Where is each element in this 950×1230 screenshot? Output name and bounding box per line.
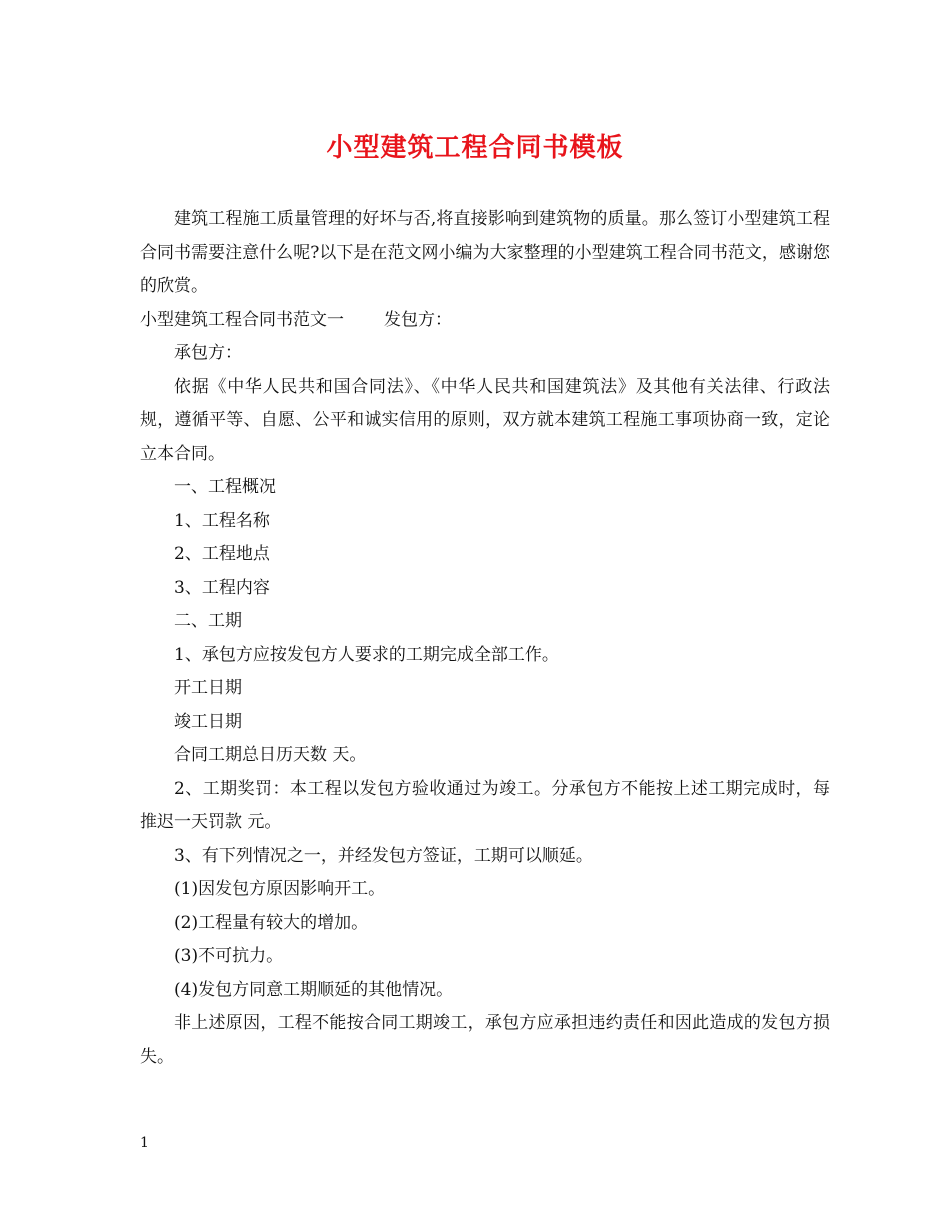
start-date-label: 开工日期 <box>174 678 242 698</box>
section-heading-schedule: 二、工期 <box>174 611 242 631</box>
condition-2: (2)工程量有较大的增加。 <box>174 912 369 933</box>
document-body <box>140 203 830 1074</box>
sample-heading: 小型建筑工程合同书范文一 <box>140 309 344 330</box>
intro-paragraph: 建筑工程施工质量管理的好坏与否,将直接影响到建筑物的质量。那么签订小型建筑工程合同书需要注意什么呢?以下是在范文网小编为大家整理的小型建筑工程合同书范文，感谢您的欣赏。 <box>140 209 830 296</box>
condition-4: (4)发包方同意工期顺延的其他情况。 <box>174 979 454 1000</box>
party-b-label: 承包方： <box>174 343 242 363</box>
schedule-item-3: 3、有下列情况之一，并经发包方签证，工期可以顺延。 <box>174 845 593 866</box>
condition-3: (3)不可抗力。 <box>174 946 284 966</box>
end-date-label: 竣工日期 <box>174 711 242 732</box>
schedule-closing-paragraph: 非上述原因，工程不能按合同工期竣工，承包方应承担违约责任和因此造成的发包方损失。 <box>140 1013 830 1067</box>
sample-heading-row <box>140 304 830 338</box>
schedule-item-1: 1、承包方应按发包方人要求的工期完成全部工作。 <box>174 644 559 665</box>
preamble-paragraph: 依据《中华人民共和国合同法》、《中华人民共和国建筑法》及其他有关法律、行政法规，遵循平等、自愿、公平和诚实信用的原则，双方就本建筑工程施工事项协商一致，定论立本合同。 <box>140 376 830 464</box>
section-heading-overview: 一、工程概况 <box>174 477 276 497</box>
overview-item-location: 2、工程地点 <box>174 544 270 564</box>
document-title: 小型建筑工程合同书模板 <box>326 133 624 163</box>
spacer <box>344 304 384 338</box>
page-number: 1 <box>140 1135 149 1151</box>
total-days-label: 合同工期总日历天数 天。 <box>174 745 367 765</box>
overview-item-content: 3、工程内容 <box>174 577 270 598</box>
condition-1: (1)因发包方原因影响开工。 <box>174 879 386 899</box>
schedule-item-2: 2、工期奖罚：本工程以发包方验收通过为竣工。分承包方不能按上述工期完成时，每推迟一天罚款 元。 <box>140 778 830 832</box>
party-a-label: 发包方： <box>384 309 452 330</box>
overview-item-name: 1、工程名称 <box>174 510 270 531</box>
